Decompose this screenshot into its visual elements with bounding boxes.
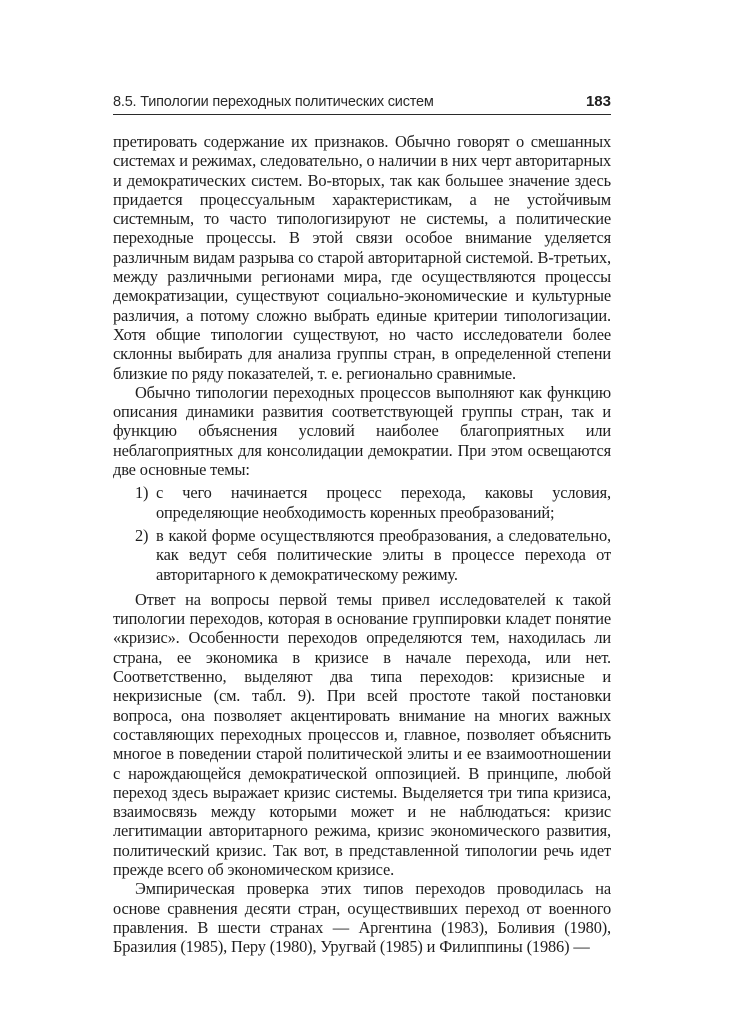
list-item-text: с чего начинается процесс перехода, каковы условия, определяющие необходимость коренных преобразований;: [156, 483, 611, 522]
paragraph-2: Обычно типологии переходных процессов выполняют как функцию описания динамики развития соответствующей группы стран, так и функцию объяснения условий наиболее благоприятных или неблагоприятных для консолидации демократии. При этом освещаются две основные темы:: [113, 382, 611, 480]
list-item: [113, 483, 611, 522]
paragraph-3: Ответ на вопросы первой темы привел исследователей к такой типологии переходов, которая в основание группировки кладет понятие «кризис». Особенности переходов определяются тем, находилась ли страна, ее экономика в кризисе в начале перехода, или нет. Соответственно, выделяют два типа переходов: кризисные и некризисные (см. табл. 9). При всей простоте такой постановки вопроса, она позволяет акцентировать внимание на многих важных составляющих переходных процессов и, главное, позволяет объяснить многое в поведении старой политической элиты и ее взаимоотношении с нарождающейся демократической оппозицией. В принципе, любой переход здесь выражает кризис системы. Выделяется три типа кризиса, взаимосвязь между которыми может и не наблюдаться: кризис легитимации авторитарного режима, кризис экономического развития, политический кризис. Так вот, в представленной типологии речь идет прежде всего об экономическом кризисе.: [113, 589, 611, 879]
paragraph-1: претировать содержание их признаков. Обычно говорят о смешанных системах и режимах, следовательно, о наличии в них черт авторитарных и демократических систем. Во-вторых, так как большее значение здесь придается процессуальным характеристикам, а не устойчивым системным, то часто типологизируют не системы, а политические переходные процессы. В этой связи особое внимание уделяется различным видам разрыва со старой авторитарной системой. В-третьих, между различными регионами мира, где осуществляются процессы демократизации, существуют социально-экономические и культурные различия, а потому сложно выбрать единые критерии типологизации. Хотя общие типологии существуют, но часто исследователи более склонны выбирать для анализа группы стран, в определенной степени близкие по ряду показателей, т. е. регионально сравнимые.: [113, 132, 611, 383]
paragraph-4: Эмпирическая проверка этих типов переходов проводилась на основе сравнения десяти стран, осуществивших переход от военного правления. В шести странах — Аргентина (1983), Боливия (1980), Бразилия (1985), Перу (1980), Уругвай (1985) и Филиппины (1986) —: [113, 879, 611, 957]
list-number: 2): [135, 525, 149, 545]
page-number: 183: [585, 93, 611, 110]
numbered-list: [113, 483, 611, 583]
list-number: 1): [135, 483, 149, 503]
list-item: [113, 526, 611, 584]
body-text: [113, 132, 611, 956]
list-item-text: в какой форме осуществляются преобразования, а следовательно, как ведут себя политические элиты в процессе перехода от авторитарного к демократическому режиму.: [156, 525, 611, 584]
running-header: [113, 92, 611, 115]
section-title: 8.5. Типологии переходных политических систем: [113, 94, 434, 110]
